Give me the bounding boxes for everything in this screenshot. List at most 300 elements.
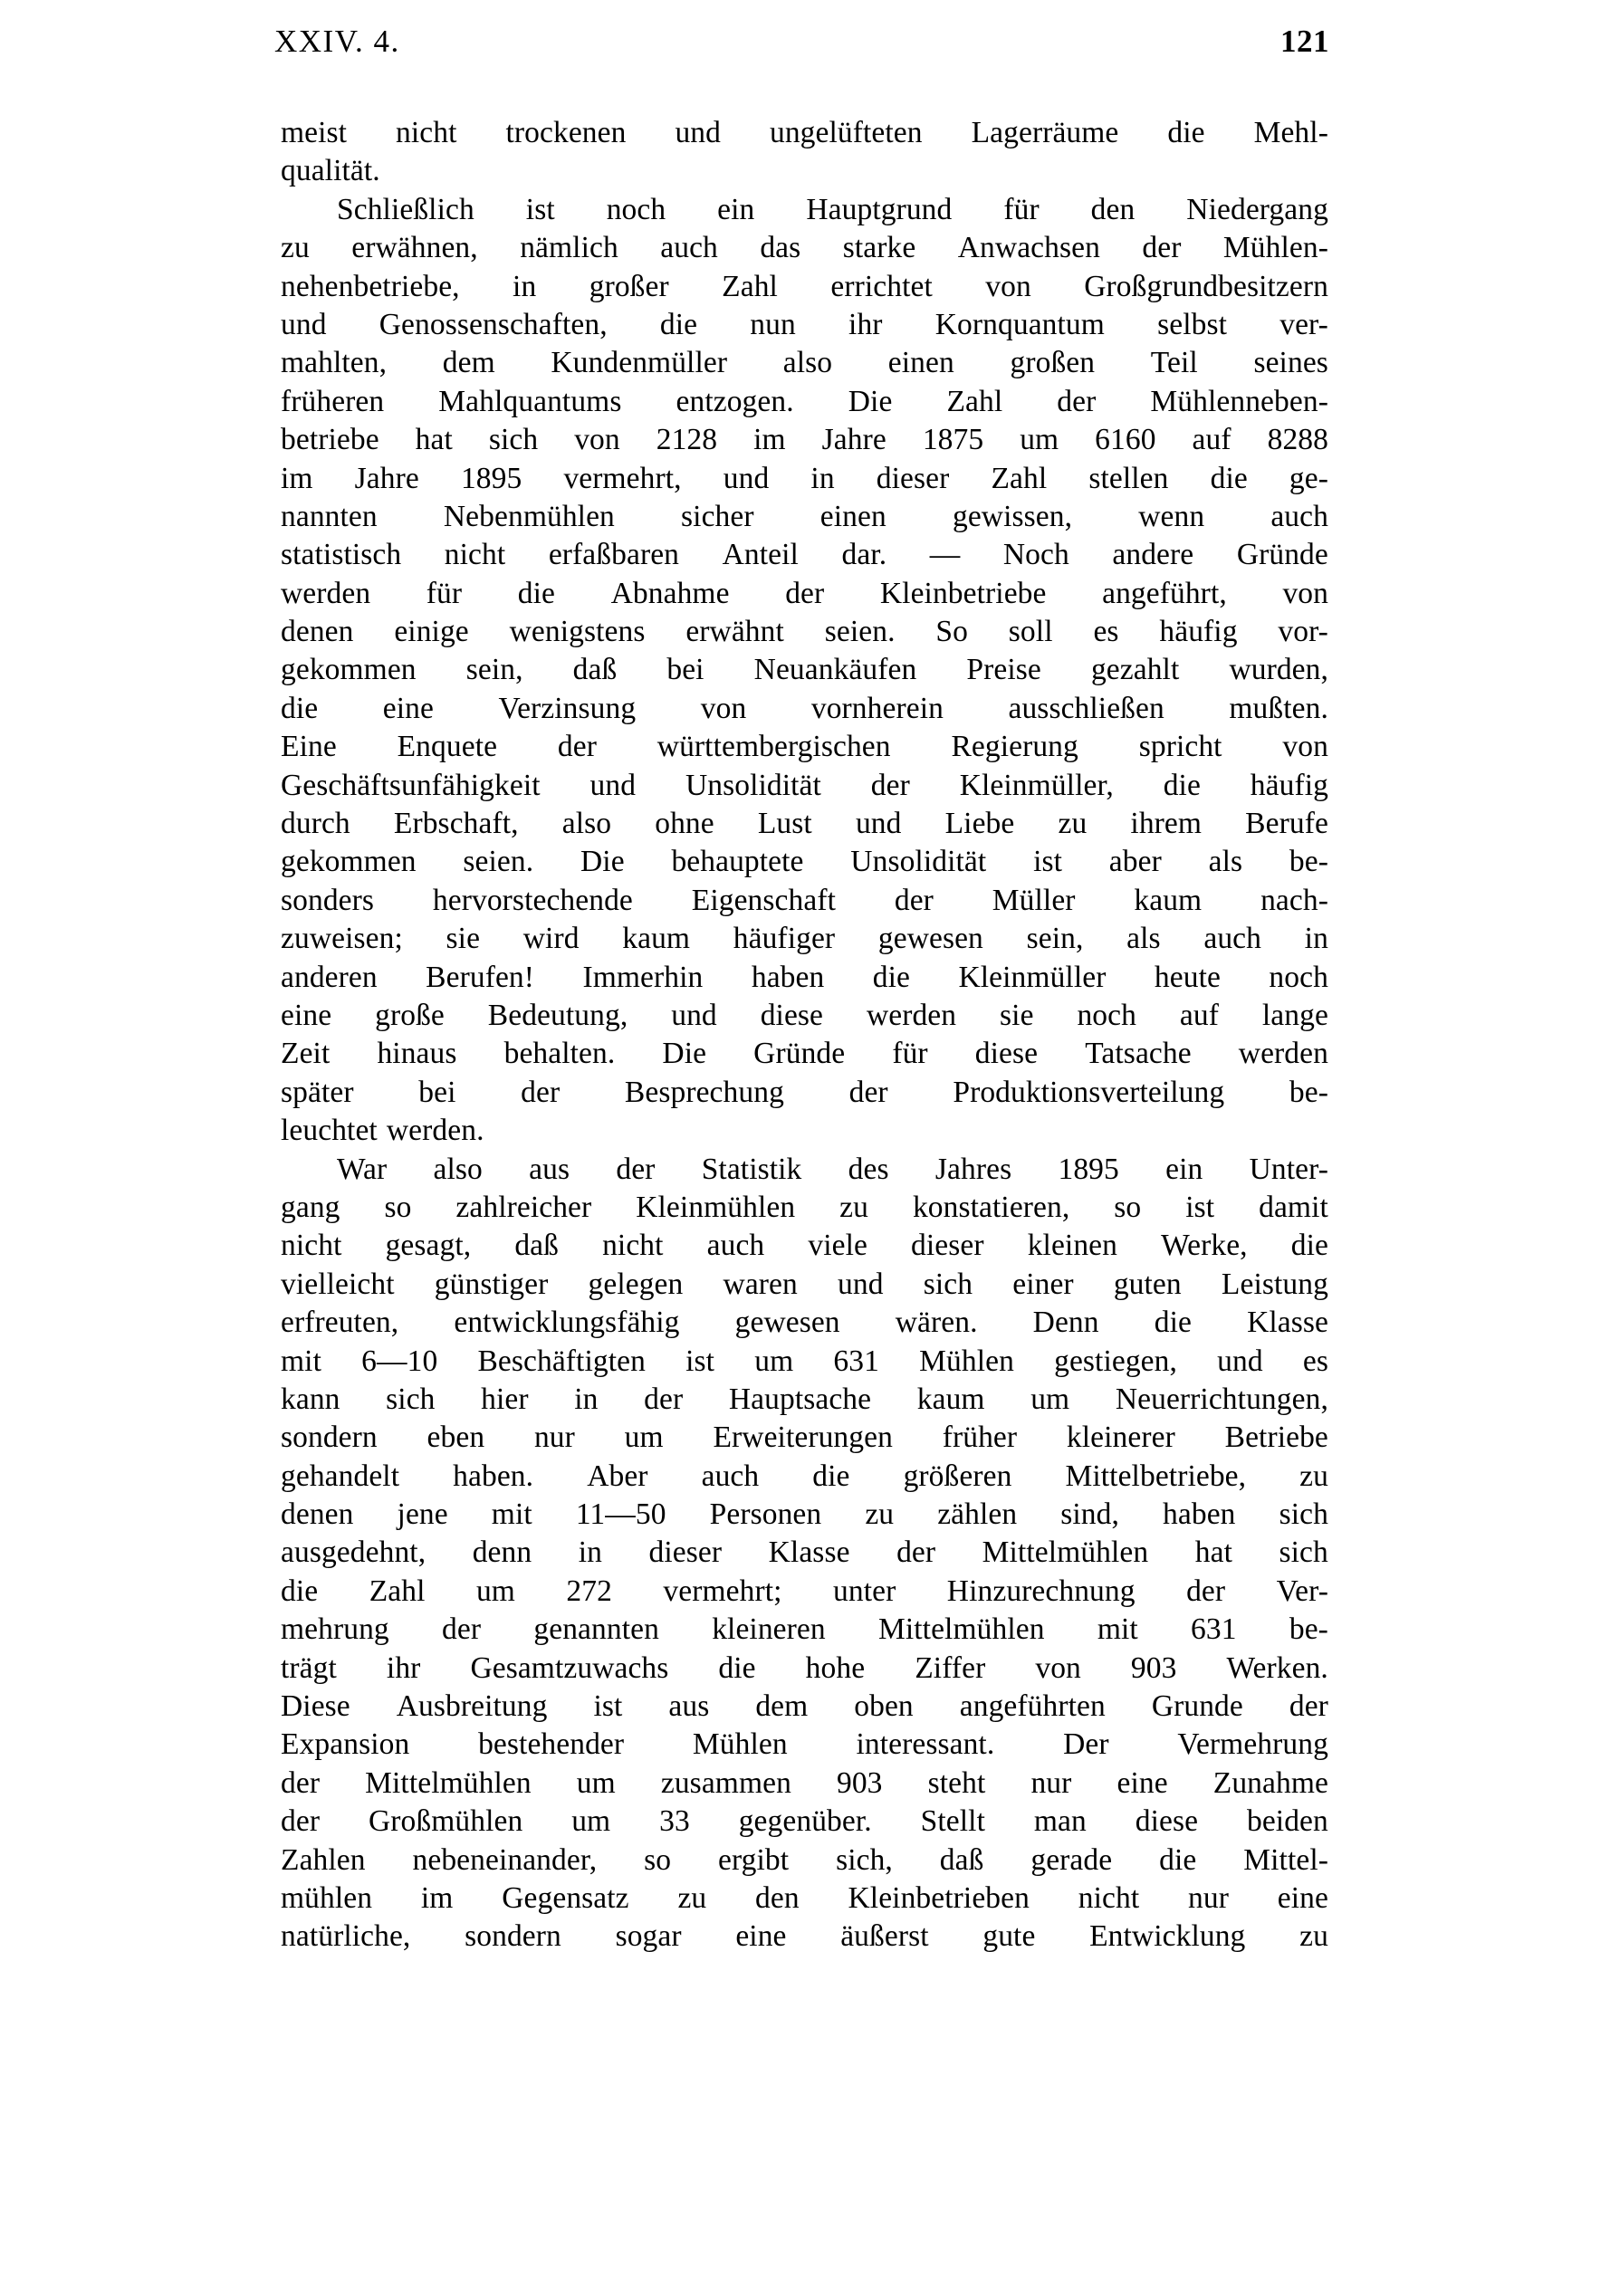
word: trockenen: [505, 116, 627, 149]
word: gewesen: [734, 1306, 840, 1340]
word: Stellt: [920, 1804, 985, 1839]
word: daß: [572, 653, 618, 687]
text-line: [281, 920, 1328, 958]
word: so: [644, 1842, 672, 1877]
word: so: [1114, 1190, 1142, 1224]
word: die: [1167, 116, 1205, 149]
word: nehenbetriebe,: [281, 269, 460, 303]
word: Personen: [709, 1497, 822, 1532]
word: um: [571, 1804, 611, 1839]
word: der: [1289, 1689, 1328, 1724]
word: ihr: [386, 1650, 421, 1685]
word: der: [870, 768, 910, 802]
word: großer: [589, 269, 669, 303]
text-line: [281, 1534, 1328, 1572]
text-line: [281, 882, 1328, 920]
word: hervorstechende: [432, 883, 633, 917]
word: der: [521, 1075, 561, 1109]
word: errichtet: [830, 269, 933, 303]
word: sich: [386, 1382, 436, 1416]
word: Erbschaft,: [393, 807, 519, 841]
word: vielleicht: [281, 1267, 395, 1301]
word: den: [1090, 192, 1136, 226]
text-line: [281, 805, 1328, 843]
word: kleineren: [712, 1612, 826, 1647]
body-text-block: [281, 114, 1328, 1956]
word: hohe: [805, 1650, 866, 1685]
word: Mittelmühlen: [877, 1612, 1045, 1647]
word: 631: [833, 1344, 879, 1378]
text-line: [281, 1189, 1328, 1227]
word: statistisch: [281, 538, 402, 572]
word: Kundenmüller: [551, 346, 728, 380]
word: gestiegen,: [1054, 1344, 1177, 1378]
word: früheren: [281, 384, 385, 418]
word: nannten: [281, 499, 378, 533]
word: gekommen: [281, 653, 417, 687]
word: als: [1208, 845, 1243, 879]
word: zusammen: [660, 1765, 791, 1800]
word: Lust: [757, 807, 812, 841]
word: auf: [1179, 998, 1219, 1032]
word: Zahlen: [281, 1842, 366, 1877]
word: Bedeutung,: [487, 998, 628, 1032]
text-line: [281, 460, 1328, 498]
word: werden: [866, 998, 957, 1032]
word: von: [1282, 730, 1328, 764]
word: einen: [887, 346, 954, 380]
word: zu: [865, 1497, 895, 1532]
text-line: [281, 767, 1328, 805]
word: Tatsache: [1085, 1037, 1192, 1071]
word: der: [1142, 231, 1182, 265]
word: sie: [1000, 998, 1034, 1032]
text-line: [281, 1726, 1328, 1764]
word: aus: [529, 1152, 570, 1186]
word: wurden,: [1229, 653, 1328, 687]
word: sondern: [465, 1919, 561, 1954]
word: Kornquantum: [934, 307, 1105, 341]
word: der: [894, 883, 934, 917]
word: Zahl: [991, 461, 1048, 495]
word: eine: [735, 1919, 787, 1954]
word: der: [557, 730, 597, 764]
word: nicht: [281, 1229, 342, 1263]
word: Kleinbetriebe: [879, 576, 1047, 610]
word: ohne: [655, 807, 714, 841]
word: dem: [442, 346, 495, 380]
word: konstatieren,: [912, 1190, 1070, 1224]
word: lange: [1261, 998, 1328, 1032]
text-line: [281, 229, 1328, 267]
word: 903: [1130, 1650, 1177, 1685]
word: Aber: [587, 1459, 648, 1493]
word: haben: [1163, 1497, 1236, 1532]
word: diese: [1135, 1804, 1199, 1839]
word: 1895: [1058, 1152, 1119, 1186]
word: bestehender: [478, 1727, 625, 1762]
word: ist: [1033, 845, 1063, 879]
word: auch: [1270, 499, 1328, 533]
word: der: [281, 1765, 321, 1800]
word: Mühlen-: [1222, 231, 1328, 265]
word: Unsolidität: [850, 845, 987, 879]
word: Geschäftsunfähigkeit: [281, 768, 541, 802]
word: werden.: [386, 1114, 484, 1148]
word: trägt: [281, 1650, 337, 1685]
word: zählen: [937, 1497, 1018, 1532]
text-line: [281, 1688, 1328, 1726]
word: die: [517, 576, 556, 610]
text-line: [281, 1074, 1328, 1112]
word: in: [578, 1535, 603, 1570]
word: sich: [488, 423, 539, 457]
word: Vermehrung: [1177, 1727, 1328, 1762]
paragraph: [281, 114, 1328, 191]
word: 1875: [922, 423, 984, 457]
word: Mittelmühlen: [365, 1765, 532, 1800]
word: ist: [593, 1689, 623, 1724]
word: Unter-: [1249, 1152, 1328, 1186]
word: 6160: [1095, 423, 1156, 457]
word: die: [281, 691, 319, 725]
text-line: [281, 651, 1328, 689]
word: der: [644, 1382, 684, 1416]
word: erwähnt: [685, 615, 784, 649]
word: der: [1186, 1574, 1226, 1608]
word: es: [1093, 615, 1119, 649]
word: entzogen.: [676, 384, 794, 418]
word: noch: [1077, 998, 1136, 1032]
word: ergibt: [718, 1842, 790, 1877]
word: daß: [514, 1229, 559, 1263]
text-line: [281, 1266, 1328, 1304]
paragraph: [281, 1151, 1328, 1956]
word: eine: [382, 691, 434, 725]
word: der: [616, 1152, 656, 1186]
word: Mahlquantums: [438, 384, 622, 418]
word: günstiger: [434, 1267, 549, 1301]
word: betriebe: [281, 423, 379, 457]
text-line: [281, 344, 1328, 382]
word: Werke,: [1161, 1229, 1248, 1263]
word: War: [337, 1152, 388, 1186]
word: kleinerer: [1066, 1421, 1175, 1455]
word: von: [700, 691, 747, 725]
word: den: [755, 1880, 800, 1915]
word: die: [1210, 461, 1248, 495]
word: andere: [1112, 538, 1194, 572]
word: mehrung: [281, 1612, 389, 1647]
text-line: [281, 1419, 1328, 1457]
word: ver-: [1279, 307, 1328, 341]
word: Unsolidität: [685, 768, 821, 802]
text-line: [281, 1343, 1328, 1381]
text-line: [281, 536, 1328, 574]
word: der: [281, 1804, 321, 1839]
word: steht: [927, 1765, 986, 1800]
word: zu: [1299, 1459, 1328, 1493]
word: nämlich: [520, 231, 618, 265]
word: nur: [533, 1421, 575, 1455]
word: der: [848, 1075, 888, 1109]
word: daß: [939, 1842, 984, 1877]
word: sie: [446, 922, 481, 956]
word: damit: [1259, 1190, 1328, 1224]
word: sicher: [681, 499, 754, 533]
word: denn: [472, 1535, 532, 1570]
text-line: [281, 1151, 1328, 1189]
word: heute: [1154, 960, 1221, 994]
word: seien.: [463, 845, 534, 879]
word: So: [935, 615, 968, 649]
word: auch: [1203, 922, 1261, 956]
word: hat: [415, 423, 453, 457]
word: um: [475, 1574, 515, 1608]
word: hinaus: [377, 1037, 457, 1071]
text-line: [281, 268, 1328, 306]
word: Der: [1063, 1727, 1109, 1762]
word: eine: [1116, 1765, 1168, 1800]
word: wenn: [1138, 499, 1205, 533]
word: ist: [525, 192, 555, 226]
word: Mittelmühlen: [982, 1535, 1149, 1570]
word: Liebe: [944, 807, 1015, 841]
word: Eigenschaft: [691, 883, 836, 917]
word: häufiger: [733, 922, 836, 956]
word: Gegensatz: [502, 1880, 629, 1915]
word: sich: [1279, 1535, 1328, 1570]
word: Klasse: [1247, 1306, 1328, 1340]
word: auch: [660, 231, 718, 265]
word: Verzinsung: [498, 691, 637, 725]
word: gerade: [1030, 1842, 1113, 1877]
word: Anteil: [722, 538, 799, 572]
word: natürliche,: [281, 1919, 411, 1954]
word: behalten.: [503, 1037, 616, 1071]
word: und: [1217, 1344, 1263, 1378]
word: und: [281, 307, 327, 341]
text-line: [281, 1573, 1328, 1611]
word: wird: [522, 922, 580, 956]
word: sein,: [1026, 922, 1084, 956]
word: früher: [942, 1421, 1018, 1455]
word: Beschäftigten: [477, 1344, 646, 1378]
word: Kleinmühlen: [636, 1190, 796, 1224]
word: beiden: [1246, 1804, 1328, 1839]
word: Hauptsache: [728, 1382, 872, 1416]
word: 6—10: [361, 1344, 438, 1378]
word: Jahre: [354, 461, 419, 495]
word: in: [1304, 922, 1328, 956]
word: ein: [717, 192, 755, 226]
word: oben: [854, 1689, 914, 1724]
word: äußerst: [840, 1919, 929, 1954]
word: die: [812, 1459, 850, 1493]
text-line: [281, 575, 1328, 613]
word: Diese: [281, 1689, 350, 1724]
word: man: [1033, 1804, 1087, 1839]
word: dem: [755, 1689, 809, 1724]
word: nur: [1188, 1880, 1229, 1915]
word: also: [782, 346, 833, 380]
word: Mehl-: [1253, 116, 1328, 149]
word: Mittelbetriebe,: [1065, 1459, 1247, 1493]
word: Schließlich: [337, 192, 474, 226]
word: genannten: [533, 1612, 659, 1647]
word: also: [433, 1152, 483, 1186]
word: Grunde: [1151, 1689, 1243, 1724]
word: um: [754, 1344, 794, 1378]
word: haben.: [453, 1459, 534, 1493]
word: waren: [723, 1267, 798, 1301]
word: Erweiterungen: [713, 1421, 893, 1455]
word: von: [1282, 576, 1328, 610]
word: für: [1003, 192, 1040, 226]
word: aus: [668, 1689, 710, 1724]
word: durch: [281, 807, 350, 841]
word: und: [675, 116, 722, 149]
word: diese: [974, 1037, 1039, 1071]
word: Noch: [1002, 538, 1069, 572]
word: die: [281, 1574, 319, 1608]
word: Gesamtzuwachs: [470, 1650, 669, 1685]
word: sonders: [281, 883, 375, 917]
word: Gründe: [753, 1037, 846, 1071]
word: um: [576, 1765, 616, 1800]
word: unter: [833, 1574, 896, 1608]
word: bei: [418, 1075, 456, 1109]
word: Statistik: [701, 1152, 802, 1186]
text-line: [281, 191, 1328, 229]
word: entwicklungsfähig: [454, 1306, 680, 1340]
word: Regierung: [951, 730, 1078, 764]
word: soll: [1008, 615, 1053, 649]
word: die: [718, 1650, 756, 1685]
word: gezahlt: [1090, 653, 1180, 687]
word: ausschließen: [1008, 691, 1164, 725]
word: nicht: [444, 538, 506, 572]
word: später: [281, 1075, 354, 1109]
word: vermehrt,: [563, 461, 682, 495]
word: nur: [1030, 1765, 1072, 1800]
word: Die: [848, 384, 893, 418]
word: es: [1302, 1344, 1328, 1378]
word: Hauptgrund: [806, 192, 953, 226]
text-line: [281, 690, 1328, 728]
word: Jahre: [821, 423, 886, 457]
word: kleinen: [1027, 1229, 1118, 1263]
text-line: [281, 1842, 1328, 1880]
word: 272: [566, 1574, 612, 1608]
word: einer: [1012, 1267, 1074, 1301]
word: denen: [281, 1497, 354, 1532]
word: die: [1154, 1306, 1192, 1340]
word: viele: [808, 1229, 867, 1263]
word: Entwicklung: [1089, 1919, 1246, 1954]
word: eben: [426, 1421, 485, 1455]
word: vor-: [1278, 615, 1328, 649]
text-line: [281, 383, 1328, 421]
word: Berufe: [1245, 807, 1328, 841]
word: kaum: [1134, 883, 1203, 917]
word: Nebenmühlen: [443, 499, 615, 533]
word: diese: [760, 998, 824, 1032]
word: ihrem: [1130, 807, 1203, 841]
word: mahlten,: [281, 346, 388, 380]
word: Zahl: [946, 384, 1003, 418]
word: auf: [1192, 423, 1231, 457]
text-line: [281, 613, 1328, 651]
word: sich: [923, 1267, 973, 1301]
word: zu: [281, 231, 310, 265]
word: größeren: [903, 1459, 1012, 1493]
text-line: [281, 959, 1328, 997]
word: eine: [1277, 1880, 1328, 1915]
word: der: [1057, 384, 1097, 418]
word: mit: [281, 1344, 321, 1378]
word: auch: [701, 1459, 760, 1493]
word: Abnahme: [610, 576, 730, 610]
text-line: [281, 728, 1328, 766]
word: Neuankäufen: [753, 653, 917, 687]
text-line: [281, 306, 1328, 344]
word: Mühlen: [692, 1727, 788, 1762]
word: in: [574, 1382, 599, 1416]
word: haben: [751, 960, 825, 994]
word: noch: [1269, 960, 1328, 994]
word: und: [723, 461, 770, 495]
word: mit: [491, 1497, 532, 1532]
word: 11—50: [575, 1497, 666, 1532]
word: kaum: [622, 922, 691, 956]
word: wären.: [895, 1306, 978, 1340]
word: von: [1035, 1650, 1081, 1685]
word: württembergischen: [656, 730, 891, 764]
text-line: [281, 1650, 1328, 1688]
word: —: [929, 538, 961, 572]
word: Genossenschaften,: [379, 307, 608, 341]
word: be-: [1289, 1075, 1328, 1109]
word: Niedergang: [1186, 192, 1328, 226]
text-line: [281, 1496, 1328, 1534]
word: hat: [1194, 1535, 1232, 1570]
word: Werken.: [1226, 1650, 1328, 1685]
text-line: [281, 1765, 1328, 1803]
word: zu: [1299, 1919, 1328, 1954]
word: zu: [839, 1190, 868, 1224]
word: gesagt,: [385, 1229, 472, 1263]
text-line: [281, 1458, 1328, 1496]
text-line: [281, 152, 1328, 190]
word: so: [384, 1190, 412, 1224]
word: also: [561, 807, 612, 841]
word: zu: [1058, 807, 1088, 841]
word: Kleinmüller: [958, 960, 1107, 994]
word: anderen: [281, 960, 378, 994]
text-line: [281, 1381, 1328, 1419]
word: einige: [394, 615, 469, 649]
word: im: [420, 1880, 454, 1915]
word: Denn: [1032, 1306, 1099, 1340]
text-line: [281, 421, 1328, 459]
word: leuchtet: [281, 1114, 378, 1148]
word: Großgrundbesitzern: [1084, 269, 1328, 303]
word: die: [1159, 1842, 1197, 1877]
word: Teil: [1150, 346, 1198, 380]
word: spricht: [1138, 730, 1222, 764]
word: Mittel-: [1243, 1842, 1328, 1877]
